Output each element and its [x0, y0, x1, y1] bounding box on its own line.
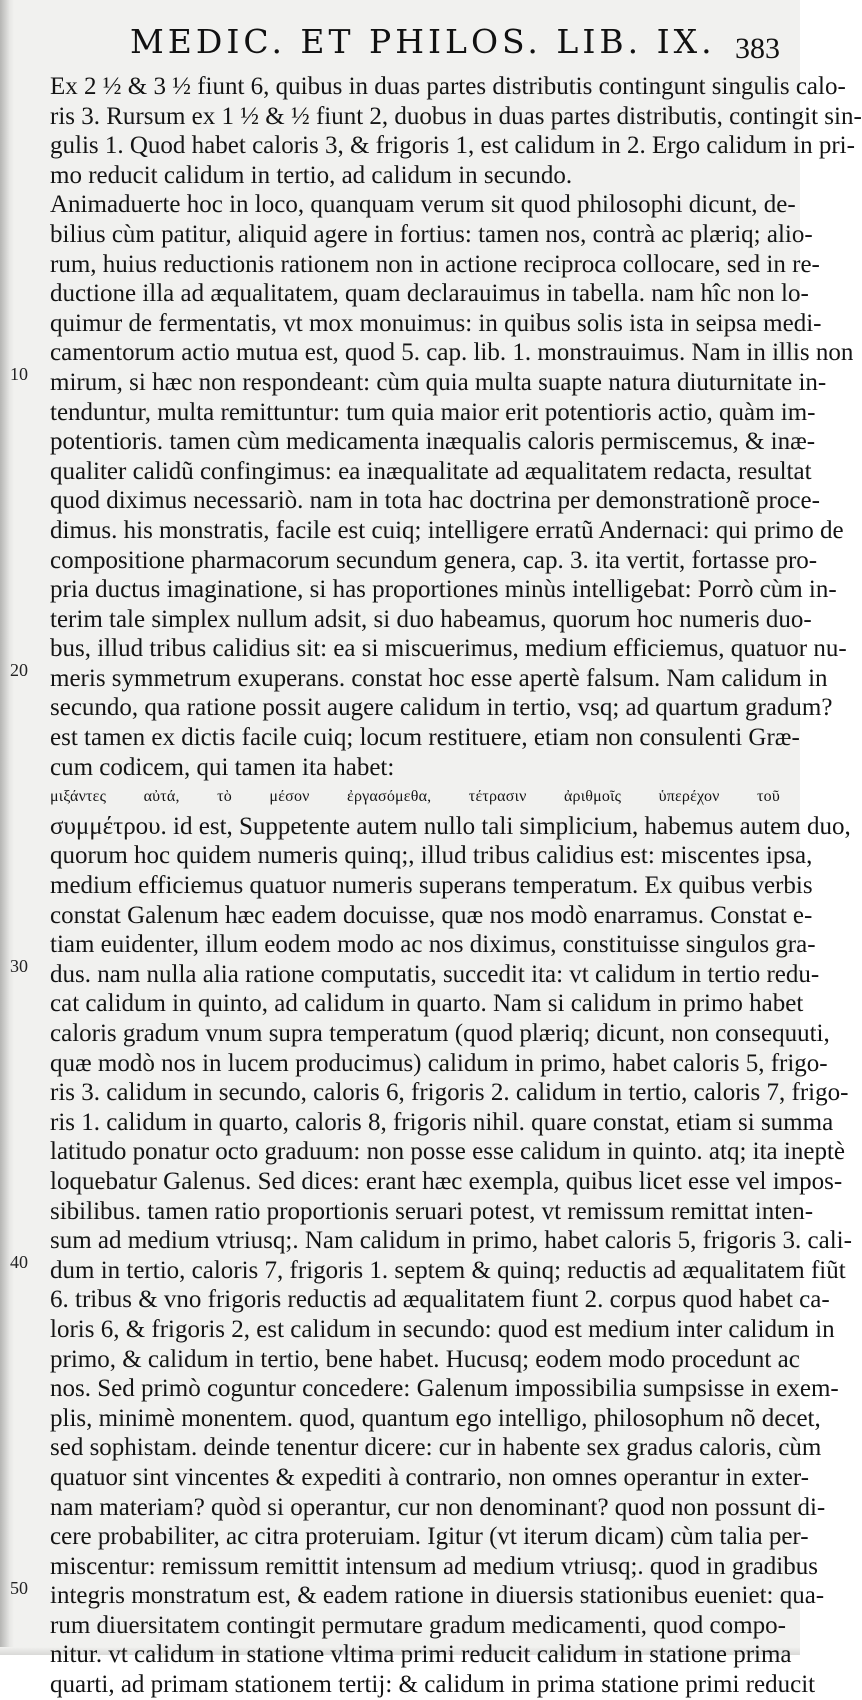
text-line: dimus. his monstratis, facile est cuiq; intelligere erratũ Andernaci: qui primo de: [50, 516, 844, 544]
text-line: meris symmetrum exuperans. constat hoc esse apertè falsum. Nam calidum in: [50, 664, 828, 692]
line-number-50: 50: [10, 1578, 28, 1598]
page-gutter-shadow: [0, 0, 14, 1655]
text-line: rum, huius reductionis rationem non in actione reciproca collocare, sed in re-: [50, 250, 820, 278]
text-line: quatuor sint vincentes & expediti à contrario, non omnes operantur in exter-: [50, 1463, 809, 1491]
text-line: plis, minimè monentem. quod, quantum ego intelligo, philosophum nõ decet,: [50, 1404, 821, 1432]
running-head: MEDIC. ET PHILOS. LIB. IX.: [130, 22, 716, 61]
text-line: tiam euidenter, illum eodem modo ac nos diximus, constituisse singulos gra-: [50, 931, 816, 959]
text-line: medium efficiemus quatuor numeris superans temperatum. Ex quibus verbis: [50, 872, 813, 900]
text-line: rum diuersitatem contingit permutare gradum medicamenti, quod compo-: [50, 1611, 786, 1639]
text-line: mo reducit calidum in tertio, ad calidum in secundo.: [50, 161, 573, 189]
text-line: secundo, qua ratione possit augere calidum in tertio, vsq; ad quartum gradum?: [50, 694, 833, 722]
text-line: qualiter calidũ confingimus: ea inæqualitate ad æqualitatem redacta, resultat: [50, 457, 812, 485]
text-line: dus. nam nulla alia ratione computatis, succedit ita: vt calidum in tertio redu-: [50, 960, 820, 988]
text-line: ductione illa ad æqualitatem, quam declarauimus in tabella. nam hîc non lo-: [50, 280, 809, 308]
text-line: quimur de fermentatis, vt mox monuimus: in quibus solis ista in seipsa medi-: [50, 309, 822, 337]
text-line: sed sophistam. deinde tenentur dicere: cur in habente sex gradus caloris, cùm: [50, 1434, 822, 1462]
text-line: latitudo ponatur octo graduum: non posse esse calidum in quinto. atq; ita ineptè: [50, 1138, 845, 1166]
text-line: camentorum actio mutua est, quod 5. cap. lib. 1. monstrauimus. Nam in illis non: [50, 339, 854, 367]
text-line: terim tale simplex nullum adsit, si duo habeamus, quorum hoc numeris duo-: [50, 605, 812, 633]
text-line: tenduntur, multa remittuntur: tum quia maior erit potentioris actio, quàm im-: [50, 398, 816, 426]
text-line: bilius cùm patitur, aliquid agere in fortius: tamen nos, contrà ac plæriq; alio-: [50, 220, 813, 248]
text-line: pria ductus imaginatione, si has proportiones minùs intelligebat: Porrò cùm in-: [50, 576, 837, 604]
text-line: cum codicem, qui tamen ita habet:: [50, 753, 395, 781]
page-header: [130, 18, 780, 66]
greek-text-line: μιξάντες αὐτά, τὸ μέσον ἐργασόμεθα, τέτρασιν ἀριθμοῖς ὑπερέχον τοῦ: [50, 788, 780, 806]
text-line: caloris gradum vnum supra temperatum (quod plæriq; dicunt, non consequuti,: [50, 1020, 830, 1047]
text-line: ris 3. Rursum ex 1 ½ & ½ fiunt 2, duobus in duas partes distributis, contingit sin-: [50, 102, 862, 130]
text-line: loris 6, & frigoris 2, est calidum in secundo: quod est medium inter calidum in: [50, 1315, 835, 1343]
text-line: Ex 2 ½ & 3 ½ fiunt 6, quibus in duas partes distributis contingunt singulis calo-: [50, 73, 846, 100]
text-line: compositione pharmacorum secundum genera, cap. 3. ita vertit, fortasse pro-: [50, 546, 818, 574]
text-line: quod diximus necessariò. nam in tota hac doctrina per demonstrationẽ proce-: [50, 487, 820, 515]
text-line: ris 3. calidum in secundo, caloris 6, frigoris 2. calidum in tertio, caloris 7, frigo-: [50, 1079, 849, 1107]
text-line: Animaduerte hoc in loco, quanquam verum sit quod philosophi dicunt, de-: [50, 191, 796, 219]
text-line: cere probabiliter, ac citra proteruiam. Igitur (vt iterum dicam) cùm talia per-: [50, 1523, 809, 1551]
text-line: potentioris. tamen cùm medicamenta inæqualis caloris permiscemus, & inæ-: [50, 428, 816, 456]
text-line: loquebatur Galenus. Sed dices: erant hæc exempla, quibus licet esse vel impos-: [50, 1167, 843, 1195]
text-line: nitur. vt calidum in statione vltima primi reducit calidum in statione prima: [50, 1641, 792, 1669]
text-line: bus, illud tribus calidius sit: ea si miscuerimus, medium efficiemus, quatuor nu-: [50, 635, 847, 663]
text-line: mirum, si hæc non respondeant: cùm quia multa suapte natura diuturnitate in-: [50, 368, 827, 396]
text-line: cat calidum in quinto, ad calidum in quarto. Nam si calidum in primo habet: [50, 990, 804, 1018]
text-line: est tamen ex dictis facile cuiq; locum restituere, etiam non consulenti Græ-: [50, 724, 800, 752]
line-number-40: 40: [10, 1252, 28, 1272]
text-line: miscentur: remissum remittit intensum ad medium vtriusq;. quod in gradibus: [50, 1552, 818, 1580]
text-line: ris 1. calidum in quarto, caloris 8, frigoris nihil. quare constat, etiam si summa: [50, 1108, 834, 1136]
text-line: sum ad medium vtriusq;. Nam calidum in primo, habet caloris 5, frigoris 3. cali-: [50, 1227, 852, 1255]
text-line: primo, & calidum in tertio, bene habet. Hucusq; eodem modo procedunt ac: [50, 1345, 800, 1373]
text-line: quorum hoc quidem numeris quinq;, illud tribus calidius est: miscentes ipsa,: [50, 842, 813, 870]
text-line: nos. Sed primò coguntur concedere: Galenum impossibilia sumpsisse in exem-: [50, 1375, 839, 1403]
text-line: 6. tribus & vno frigoris reductis ad æqualitatem fiunt 2. corpus quod habet ca-: [50, 1286, 830, 1314]
line-number-30: 30: [10, 956, 28, 976]
body-text: [50, 72, 862, 1700]
page-number: 383: [735, 32, 780, 65]
text-line: sibilibus. tamen ratio proportionis seruari potest, vt remissum remittat inten-: [50, 1197, 814, 1225]
text-line: quæ modò nos in lucem producimus) calidum in primo, habet caloris 5, frigo-: [50, 1049, 828, 1077]
line-number-10: 10: [10, 364, 28, 384]
text-line: integris monstratum est, & eadem ratione in diuersis stationibus eueniet: qua-: [50, 1582, 825, 1610]
text-line: nam materiam? quòd si operantur, cur non denominant? quod non possunt di-: [50, 1493, 826, 1521]
text-line: gulis 1. Quod habet caloris 3, & frigoris 1, est calidum in 2. Ergo calidum in pri-: [50, 132, 855, 160]
text-line: quarti, ad primam stationem tertij: & calidum in prima statione primi reducit: [50, 1671, 816, 1699]
line-number-20: 20: [10, 660, 28, 680]
text-line: constat Galenum hæc eadem docuisse, quæ nos modò enarramus. Constat e-: [50, 901, 813, 929]
text-line: συμμέτρου. id est, Suppetente autem nullo tali simplicium, habemus autem duo,: [50, 812, 851, 840]
text-line: dum in tertio, caloris 7, frigoris 1. septem & quinq; reductis ad æqualitatem fiũt: [50, 1256, 846, 1284]
